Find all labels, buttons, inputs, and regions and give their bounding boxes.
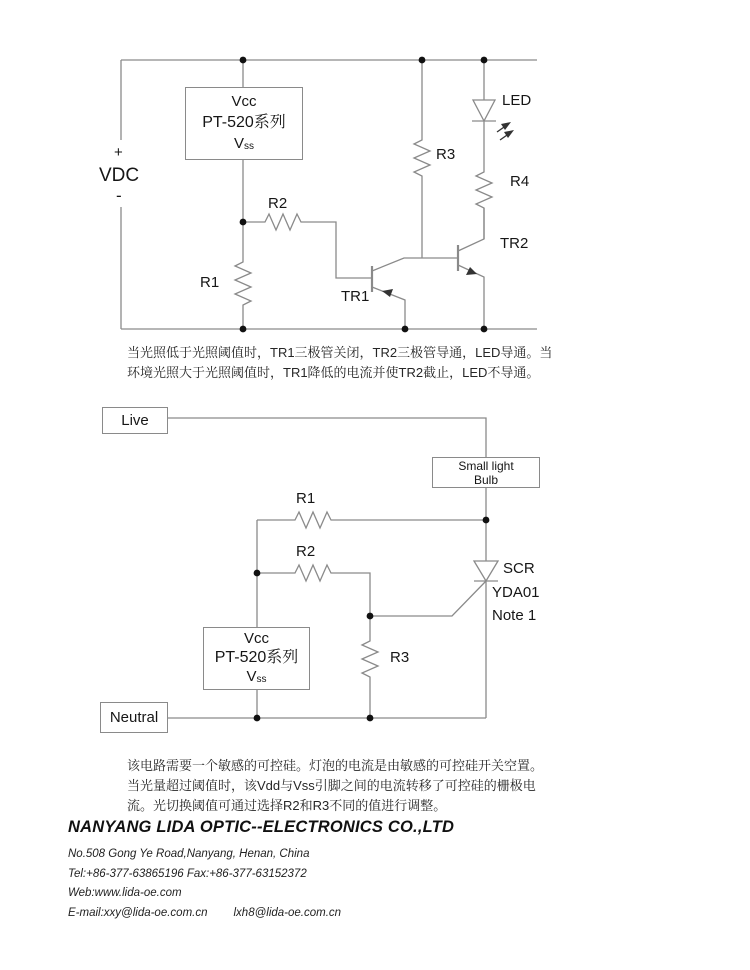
ic-vss-label [246, 668, 266, 688]
pt520-ic-box-1 [185, 87, 303, 160]
junction-dot [254, 570, 261, 577]
vdc-label: VDC [99, 165, 140, 186]
c2-r2-label: R2 [296, 543, 316, 560]
tr2-emitter-arrowhead [466, 267, 477, 275]
vdc-minus-label: - [116, 186, 122, 205]
neutral-label: Neutral [109, 708, 159, 726]
junction-dot [367, 613, 374, 620]
junction-dot [483, 517, 490, 524]
bulb-label-line2: Bulb [473, 472, 499, 487]
caption2-line3: 流。光切换阈值可通过选择R2和R3不同的值进行调整。 [127, 798, 447, 813]
c2-resistor-r2 [257, 565, 370, 616]
junction-dot [419, 57, 426, 64]
caption1-line1: 当光照低于光照阈值时，TR1三极管关闭，TR2三极管导通，LED导通。当 [127, 345, 553, 360]
company-address: No.508 Gong Ye Road,Nanyang, Henan, China [68, 848, 310, 860]
tr1-collector [372, 258, 458, 271]
c2-resistor-r1 [257, 512, 486, 528]
junction-dot [240, 57, 247, 64]
junction-dot [367, 715, 374, 722]
company-web: Web:www.lida-oe.com [68, 887, 182, 899]
c2-r1-label: R1 [296, 490, 316, 507]
scr-note-label: Note 1 [492, 607, 537, 624]
company-email-1: E-mail:xxy@lida-oe.com.cn [68, 906, 208, 919]
c2-r3-label: R3 [390, 649, 410, 666]
company-email-2: lxh8@lida-oe.com.cn [233, 906, 342, 919]
ic-vss-v: V [246, 667, 257, 685]
junction-dot [240, 326, 247, 333]
ic-series-label: PT-520系列 [202, 113, 286, 131]
junction-dot [481, 326, 488, 333]
c1-resistor-r1 [235, 222, 251, 329]
c1-r4-label: R4 [510, 173, 530, 190]
caption1-line2: 环境光照大于光照阈值时，TR1降低的电流并使TR2截止，LED不导通。 [127, 365, 540, 380]
c1-resistor-r3 [414, 60, 430, 258]
led-triangle [473, 100, 495, 121]
c1-tr2-label: TR2 [500, 235, 529, 252]
c1-r1-label: R1 [200, 274, 220, 291]
ic-vss-v: V [233, 134, 244, 152]
c1-resistor-r2 [243, 214, 372, 278]
company-footer [68, 818, 628, 923]
pt520-ic-box-2 [203, 627, 310, 690]
c1-led-label: LED [502, 92, 532, 109]
junction-dot [402, 326, 409, 333]
scr-gate [370, 581, 486, 616]
scr-triangle [474, 561, 498, 581]
company-name: NANYANG LIDA OPTIC--ELECTRONICS CO.,LTD [68, 818, 455, 836]
scr-label: SCR [503, 560, 535, 577]
ic-series-label: PT-520系列 [214, 648, 299, 666]
tr2-collector [458, 208, 484, 251]
c1-r3-label: R3 [436, 146, 456, 163]
c1-tr1-label: TR1 [341, 288, 370, 305]
tr1-emitter-arrowhead [382, 289, 393, 297]
ic-vcc-label: Vcc [243, 629, 269, 647]
live-label: Live [121, 411, 149, 429]
ic-vcc-label: Vcc [231, 92, 257, 110]
neutral-terminal-box [100, 702, 168, 733]
c2-resistor-r3 [362, 616, 378, 718]
junction-dot [240, 219, 247, 226]
caption2-line2: 当光量超过阈值时，该Vdd与Vss引脚之间的电流转移了可控硅的栅极电 [127, 778, 536, 793]
live-terminal-box [102, 407, 168, 434]
ic-vss-sub: ss [244, 140, 254, 152]
small-light-bulb-box [432, 457, 540, 488]
tr2-emitter [458, 265, 484, 329]
junction-dot [481, 57, 488, 64]
company-email [68, 904, 628, 924]
scr-part-label: YDA01 [492, 584, 540, 601]
ic-vss-sub: ss [256, 673, 267, 685]
bulb-label-line1: Small light [458, 458, 514, 473]
company-telfax: Tel:+86-377-63865196 Fax:+86-377-63152372 [68, 867, 307, 880]
c2-live-wire [168, 418, 486, 457]
c1-r2-label: R2 [268, 195, 288, 212]
vdc-plus-label: + [114, 144, 123, 161]
ic-vss-label [234, 134, 254, 156]
junction-dot [254, 715, 261, 722]
caption2-line1: 该电路需要一个敏感的可控硅。灯泡的电流是由敏感的可控硅开关空置。 [127, 758, 544, 773]
